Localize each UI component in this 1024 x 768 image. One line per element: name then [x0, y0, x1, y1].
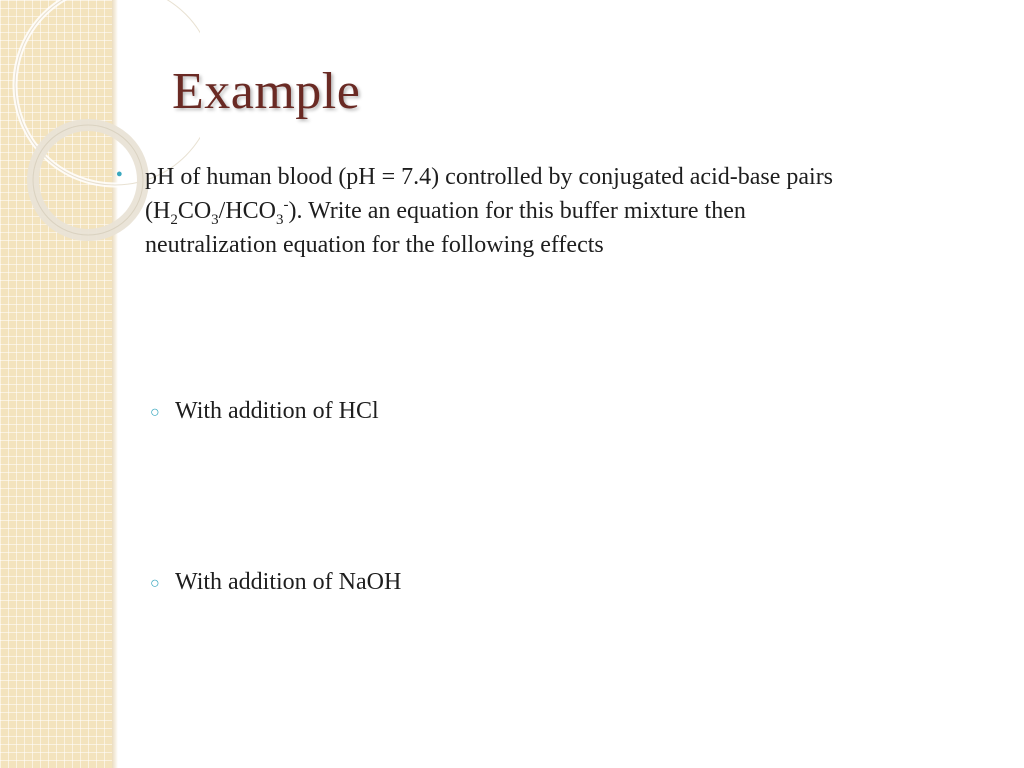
main-bullet-text	[145, 160, 965, 262]
formula-subscript: 2	[170, 211, 178, 228]
formula-subscript: 3	[211, 211, 219, 228]
hollow-circle-bullet-icon: ○	[150, 575, 160, 592]
filled-circle-bullet-icon: ●	[116, 168, 123, 180]
formula-open: (H	[145, 198, 171, 224]
formula-part: /HCO	[218, 198, 277, 224]
formula-subscript: 3	[276, 211, 284, 228]
sub-item-naoh: With addition of NaOH	[175, 569, 402, 595]
formula-superscript: -	[283, 197, 289, 213]
main-bullet-line-2	[145, 194, 965, 228]
slide-title: Example	[172, 63, 361, 120]
main-bullet-line-1: pH of human blood (pH = 7.4) controlled by conjugated acid-base pairs	[145, 164, 834, 190]
formula-part: CO	[177, 198, 212, 224]
hollow-circle-bullet-icon: ○	[150, 404, 160, 421]
sub-item-hcl: With addition of HCl	[175, 398, 379, 424]
main-bullet-line-3: neutralization equation for the following effects	[145, 232, 604, 258]
formula-close: ). Write an equation for this buffer mixture then	[288, 198, 746, 224]
